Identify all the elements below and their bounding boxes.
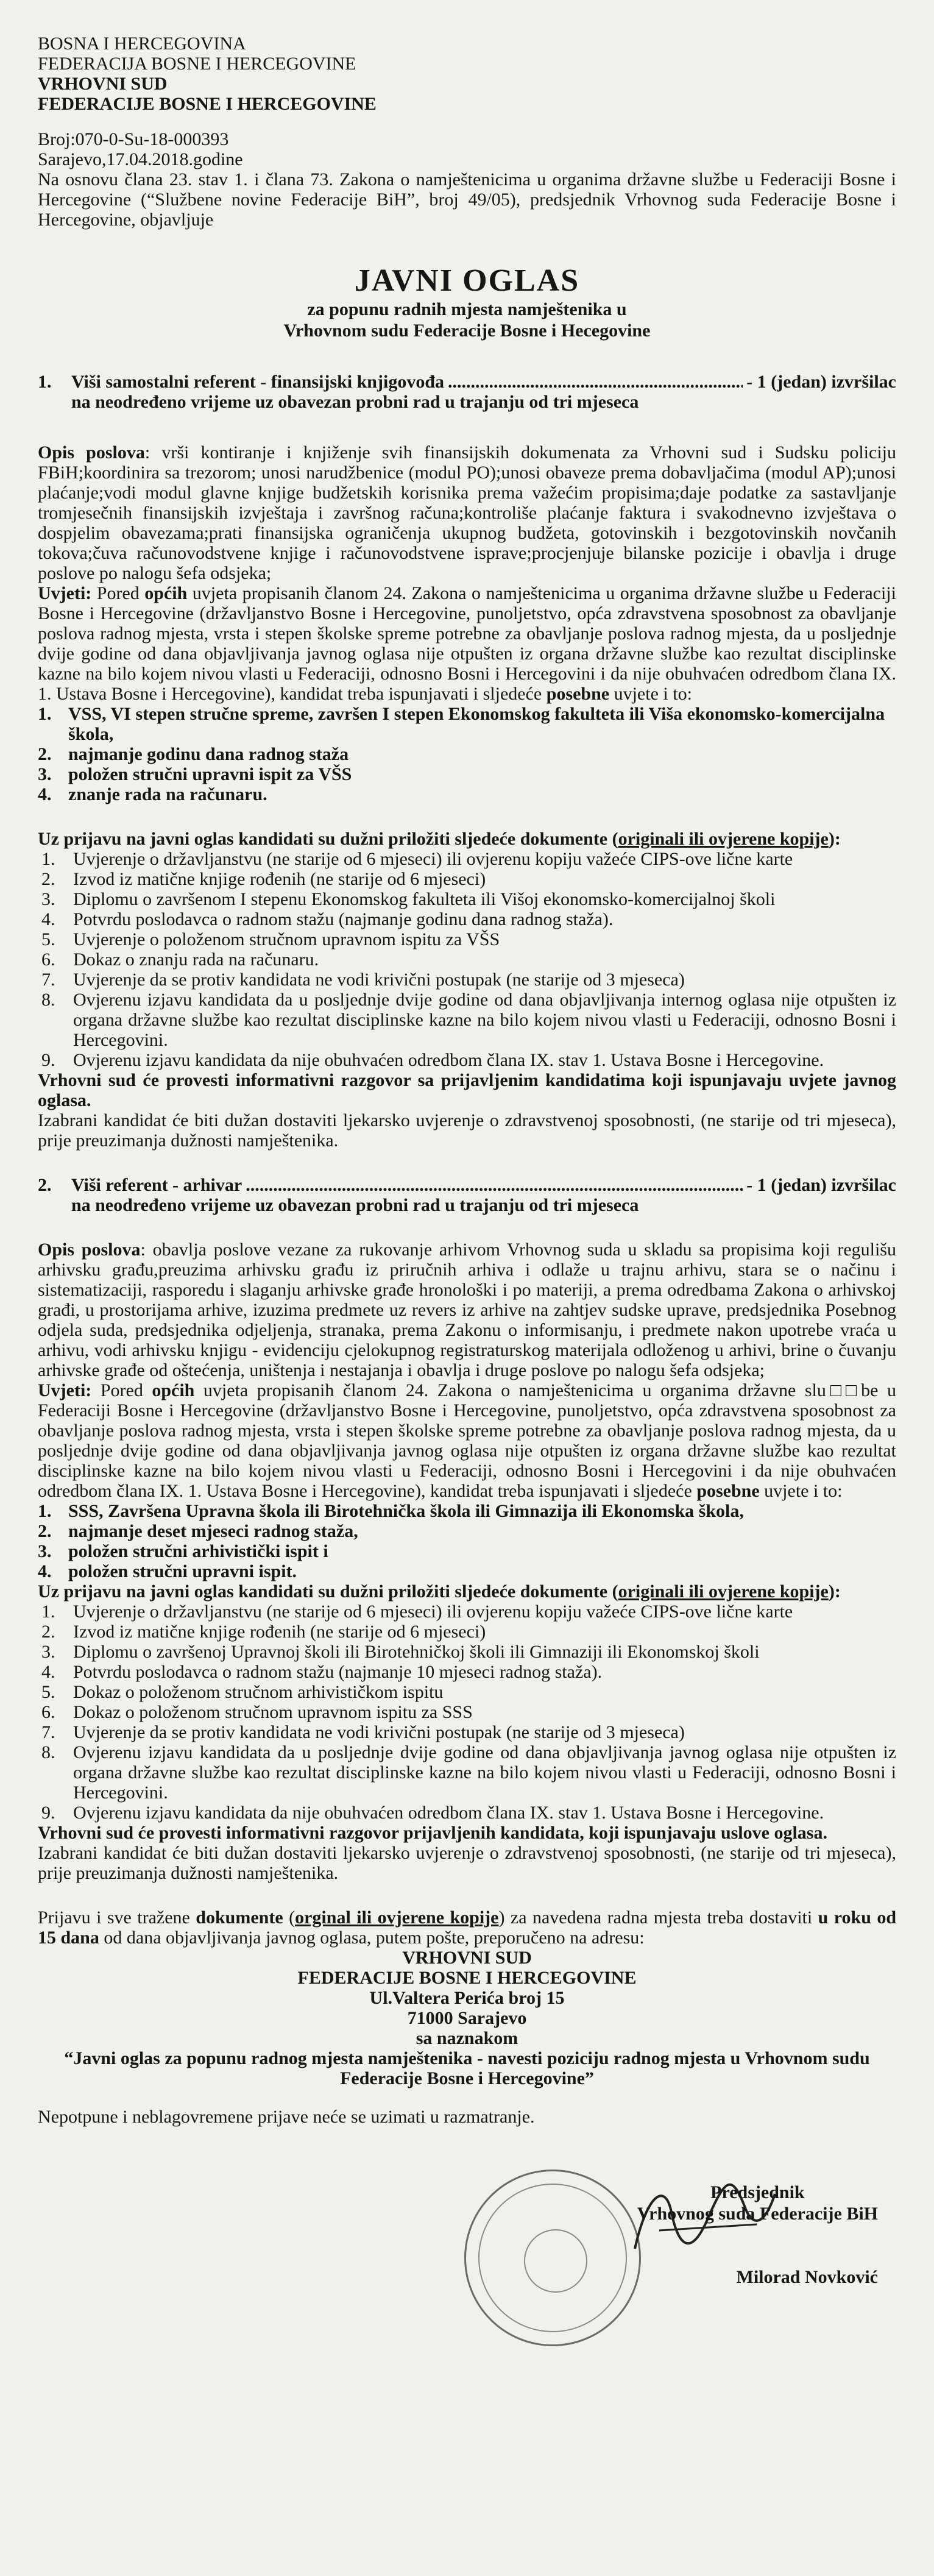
position-2-header [38, 1175, 896, 1215]
position-2-requirements [38, 1501, 896, 1581]
signatory-name: Milorad Novković [736, 2267, 878, 2287]
address-note-label: sa naznakom [416, 2028, 518, 2048]
address-line: FEDERACIJE BOSNE I HERCEGOVINE [297, 1968, 637, 1988]
document-item: 2. Izvod iz matične knjige rođenih (ne starije od 6 mjeseci) [41, 869, 486, 889]
document-item: 9. Ovjerenu izjavu kandidata da nije obuhvaćen odredbom člana IX. stav 1. Ustava Bosne i Hercegovine. [41, 1803, 824, 1823]
leader-dots [448, 372, 743, 392]
notice-title: JAVNI OGLAS [354, 263, 580, 298]
document-item: 1. Uvjerenje o državljanstvu (ne starije od 6 mjeseci) ili ovjerenu kopiju važeće CIPS-ove lične karte [41, 849, 793, 869]
document-item: 3. Diplomu o završenoj Upravnoj školi ili Birotehničkoj školi ili Gimnaziji ili Ekonomskoj školi [41, 1642, 760, 1662]
document-item: 7. Uvjerenje da se protiv kandidata ne vodi krivični postupak (ne starije od 3 mjeseca) [41, 970, 685, 990]
document-item: 9. Ovjerenu izjavu kandidata da nije obuhvaćen odredbom člana IX. stav 1. Ustava Bosne i Hercegovine. [41, 1050, 824, 1070]
header-line-court-federation: FEDERACIJE BOSNE I HERCEGOVINE [38, 94, 377, 114]
address-line: VRHOVNI SUD [402, 1948, 532, 1968]
institution-header [38, 34, 896, 114]
header-line-federation: FEDERACIJA BOSNE I HERCEGOVINE [38, 54, 356, 74]
requirement-item: 2. najmanje godinu dana radnog staža [38, 744, 349, 764]
position-2-documents [38, 1602, 896, 1823]
leader-dots [246, 1175, 743, 1195]
document-item: 8. Ovjerenu izjavu kandidata da u posljednje dvije godine od dana objavljivanja internog oglasa nije otpušten iz organa državne službe kao rezultat disciplinske kazne na bilo kojem nivou vlasti u Federaciji, odnosno Bosni i Hercegovini. [41, 990, 896, 1050]
document-item: 2. Izvod iz matične knjige rođenih (ne starije od 6 mjeseci) [41, 1622, 486, 1642]
header-line-country: BOSNA I HERCEGOVINA [38, 34, 246, 54]
notice-title-block [38, 263, 896, 341]
position-1-requirements [38, 704, 896, 804]
document-item: 5. Uvjerenje o položenom stručnom upravnom ispitu za VŠS [41, 929, 500, 949]
position-2-duties: Opis poslova: obavlja poslove vezane za rukovanje arhivom Vrhovnog suda u skladu sa propisima koji regulišu arhivsku građu,preuzima arhivsku građu iz priručnih arhiva i odlaže u trajnu arhivu, stara se o načinu i sistematizaciji, rasporedu i slaganju arhivske građe hronološki i po materiji, a prema odredbama Zakona o arhivskoj građi, u prostorijama arhive, izuzima predmete uz revers iz arhive na zahtjev sudske uprave, predsjednika Posebnog odjela suda, predsjednika odjeljenja, stranaka, prema Zakonu o informisanju, i predmete nakon upotrebe vraća u arhivu, vodi arhivsku knjigu - evidenciju cjelokupnog registraturskog materijala odloženog u arhivi, brine o čuvanju arhivske građe od oštećenja, uništenja i nestajanja i obavlja i druge poslove po nalogu šefa odsjeka; [38, 1240, 896, 1380]
position-2-interview-note: Vrhovni sud će provesti informativni razgovor prijavljenih kandidata, koji ispunjavaju uslove oglasa. [38, 1823, 827, 1843]
position-1-count: - 1 (jedan) izvršilac [746, 372, 896, 392]
signatory-title: Predsjednik Vrhovnog suda Federacije BiH [637, 2182, 878, 2224]
position-1-medical-note: Izabrani kandidat će biti dužan dostaviti ljekarsko uvjerenje o zdravstvenoj sposobnosti, (ne starije od tri mjeseca), prije preuzimanja dužnosti namještenika. [38, 1110, 896, 1151]
incomplete-applications-note: Nepotpune i neblagovremene prijave neće se uzimati u razmatranje. [38, 2107, 535, 2127]
requirement-item: 1. SSS, Završena Upravna škola ili Birotehnička škola ili Gimnazija ili Ekonomska škola, [38, 1501, 744, 1521]
position-2-count: - 1 (jedan) izvršilac [746, 1175, 896, 1195]
address-street: Ul.Valtera Perića broj 15 [369, 1988, 565, 2008]
reference-number: Broj:070-0-Su-18-000393 [38, 129, 229, 149]
position-2-medical-note: Izabrani kandidat će biti dužan dostaviti ljekarsko uvjerenje o zdravstvenoj sposobnosti, (ne starije od tri mjeseca), prije preuzimanja dužnosti namještenika. [38, 1843, 896, 1883]
document-item: 1. Uvjerenje o državljanstvu (ne starije od 6 mjeseci) ili ovjerenu kopiju važeće CIPS-ove lične karte [41, 1602, 793, 1622]
official-seal [464, 2170, 641, 2346]
submission-instructions: Prijavu i sve tražene dokumente (orginal ili ovjerene kopije) za navedena radna mjesta treba dostaviti u roku od 15 dana od dana objavljivanja javnog oglasa, putem pošte, preporučeno na adresu: [38, 1907, 897, 1948]
position-1-documents-intro: Uz prijavu na javni oglas kandidati su dužni priložiti sljedeće dokumente (originali ili ovjerene kopije): [38, 829, 841, 849]
requirement-item: 2. najmanje deset mjeseci radnog staža, [38, 1521, 358, 1541]
position-1-duties: Opis poslova: vrši kontiranje i knjiženje svih finansijskih dokumenata za Vrhovni sud i Sudsku policiju FBiH;koordinira sa trezorom; unosi narudžbenice (modul PO);unosi obaveze prema dobavljačima (modul AP);unosi plaćanje;vodi modul glavne knjige budžetskih korisnika prema važećim propisima;daje podatke za sastavljanje tromjesečnih finansijskih izvještaja i završnog računa;kontroliše plaćanje faktura i svakodnevno izvještava o dospjelim obavezama;prati finansijska ograničenja ukupnog budžeta, gotovinskih i bezgotovinskih novčanih tokova;čuva računovodstvene knjige i računovodstvene isprave;procjenjuje bilanske pozicije i obavlja i druge poslove po nalogu šefa odsjeka; [38, 442, 896, 583]
requirement-item: 4. položen stručni upravni ispit. [38, 1561, 297, 1581]
requirement-item: 3. položen stručni arhivistički ispit i [38, 1541, 328, 1561]
requirement-item: 1. VSS, VI stepen stručne spreme, završen I stepen Ekonomskog fakulteta ili Viša ekonomsko-komercijalna škola, [38, 704, 885, 744]
position-1-term: na neodređeno vrijeme uz obavezan probni rad u trajanju od tri mjeseca [71, 392, 639, 412]
position-1-header [38, 372, 896, 412]
signature-area [38, 2145, 896, 2365]
requirement-item: 4. znanje rada na računaru. [38, 784, 267, 804]
position-2-term: na neodređeno vrijeme uz obavezan probni rad u trajanju od tri mjeseca [71, 1195, 639, 1215]
position-1-documents [38, 849, 896, 1070]
notice-subtitle-1: za popunu radnih mjesta namještenika u [307, 299, 627, 319]
position-1-conditions: Uvjeti: Pored općih uvjeta propisanih članom 24. Zakona o namještenicima u organima državne službe u Federaciji Bosne i Hercegovine (državljanstvo Bosne i Hercegovine, punoljetstvo, opća zdravstvena sposobnost za obavljanje poslova radnog mjesta, vrsta i stepen školske spreme potrebne za obavljanje poslova radnog mjesta, da u posljednje dvije godine od dana objavljivanja javnog oglasa nije otpušten iz organa državne službe kao rezultat disciplinske kazne na bilo kojem nivou vlasti u Federaciji, odnosno Bosni i Hercegovini i da nije obuhvaćen odredbom člana IX. 1. Ustava Bosne i Hercegovine), kandidat treba ispunjavati i sljedeće posebne uvjete i to: [38, 583, 896, 704]
document-item: 6. Dokaz o položenom stručnom upravnom ispitu za SSS [41, 1702, 473, 1722]
position-2-name: Viši referent - arhivar [71, 1175, 242, 1195]
document-item: 4. Potvrdu poslodavca o radnom stažu (najmanje 10 mjeseci radnog staža). [41, 1662, 603, 1682]
position-1-number: 1. [38, 372, 52, 392]
envelope-marking: “Javni oglas za popunu radnog mjesta namještenika - navesti poziciju radnog mjesta u Vrhovnom sudu Federacije Bosne i Hercegovine” [64, 2048, 870, 2088]
issue-date: Sarajevo,17.04.2018.godine [38, 149, 243, 169]
position-1-interview-note: Vrhovni sud će provesti informativni razgovor sa prijavljenim kandidatima koji ispunjavaju uvjete javnog oglasa. [38, 1070, 896, 1110]
document-item: 6. Dokaz o znanju rada na računaru. [41, 949, 319, 970]
mailing-address [38, 1948, 896, 2088]
position-2-number: 2. [38, 1175, 52, 1195]
position-2-conditions: Uvjeti: Pored općih uvjeta propisanih članom 24. Zakona o namještenicima u organima državne slu□□be u Federaciji Bosne i Hercegovine (državljanstvo Bosne i Hercegovine, punoljetstvo, opća zdravstvena sposobnost za obavljanje poslova radnog mjesta, vrsta i stepen školske spreme potrebne za obavljanje poslova radnog mjesta, da u posljednje dvije godine od dana objavljivanja javnog oglasa nije otpušten iz organa državne službe kao rezultat disciplinske kazne na bilo kojem nivou vlasti u Federaciji, odnosno Bosni i Hercegovini i da nije obuhvaćen odredbom člana IX. 1. Ustava Bosne i Hercegovine), kandidat treba ispunjavati i sljedeće posebne uvjete i to: [38, 1380, 896, 1501]
document-item: 7. Uvjerenje da se protiv kandidata ne vodi krivični postupak (ne starije od 3 mjeseca) [41, 1722, 685, 1742]
legal-basis-intro: Na osnovu člana 23. stav 1. i člana 73. Zakona o namještenicima u organima državne službe u Federaciji Bosne i Hercegovine (“Službene novine Federacije BiH”, broj 49/05), predsjednik Vrhovnog suda Federacije Bosne i Hercegovine, objavljuje [38, 169, 896, 230]
document-item: 5. Dokaz o položenom stručnom arhivističkom ispitu [41, 1682, 444, 1702]
document-item: 8. Ovjerenu izjavu kandidata da u posljednje dvije godine od dana objavljivanja javnog oglasa nije otpušten iz organa državne službe kao rezultat disciplinske kazne na bilo kojem nivou vlasti u Federaciji, odnosno Bosni i Hercegovini. [41, 1742, 896, 1803]
address-city: 71000 Sarajevo [407, 2008, 527, 2028]
document-item: 3. Diplomu o završenom I stepenu Ekonomskog fakulteta ili Višoj ekonomsko-komercijalnoj školi [41, 889, 776, 909]
position-2-documents-intro: Uz prijavu na javni oglas kandidati su dužni priložiti sljedeće dokumente (originali ili ovjerene kopije): [38, 1581, 841, 1602]
document-item: 4. Potvrdu poslodavca o radnom stažu (najmanje godinu dana radnog staža). [41, 909, 614, 929]
position-1-name: Viši samostalni referent - finansijski knjigovođa [71, 372, 444, 392]
notice-subtitle-2: Vrhovnom sudu Federacije Bosne i Hecegovine [283, 321, 651, 341]
header-line-court: VRHOVNI SUD [38, 74, 168, 94]
requirement-item: 3. položen stručni upravni ispit za VŠS [38, 764, 352, 784]
